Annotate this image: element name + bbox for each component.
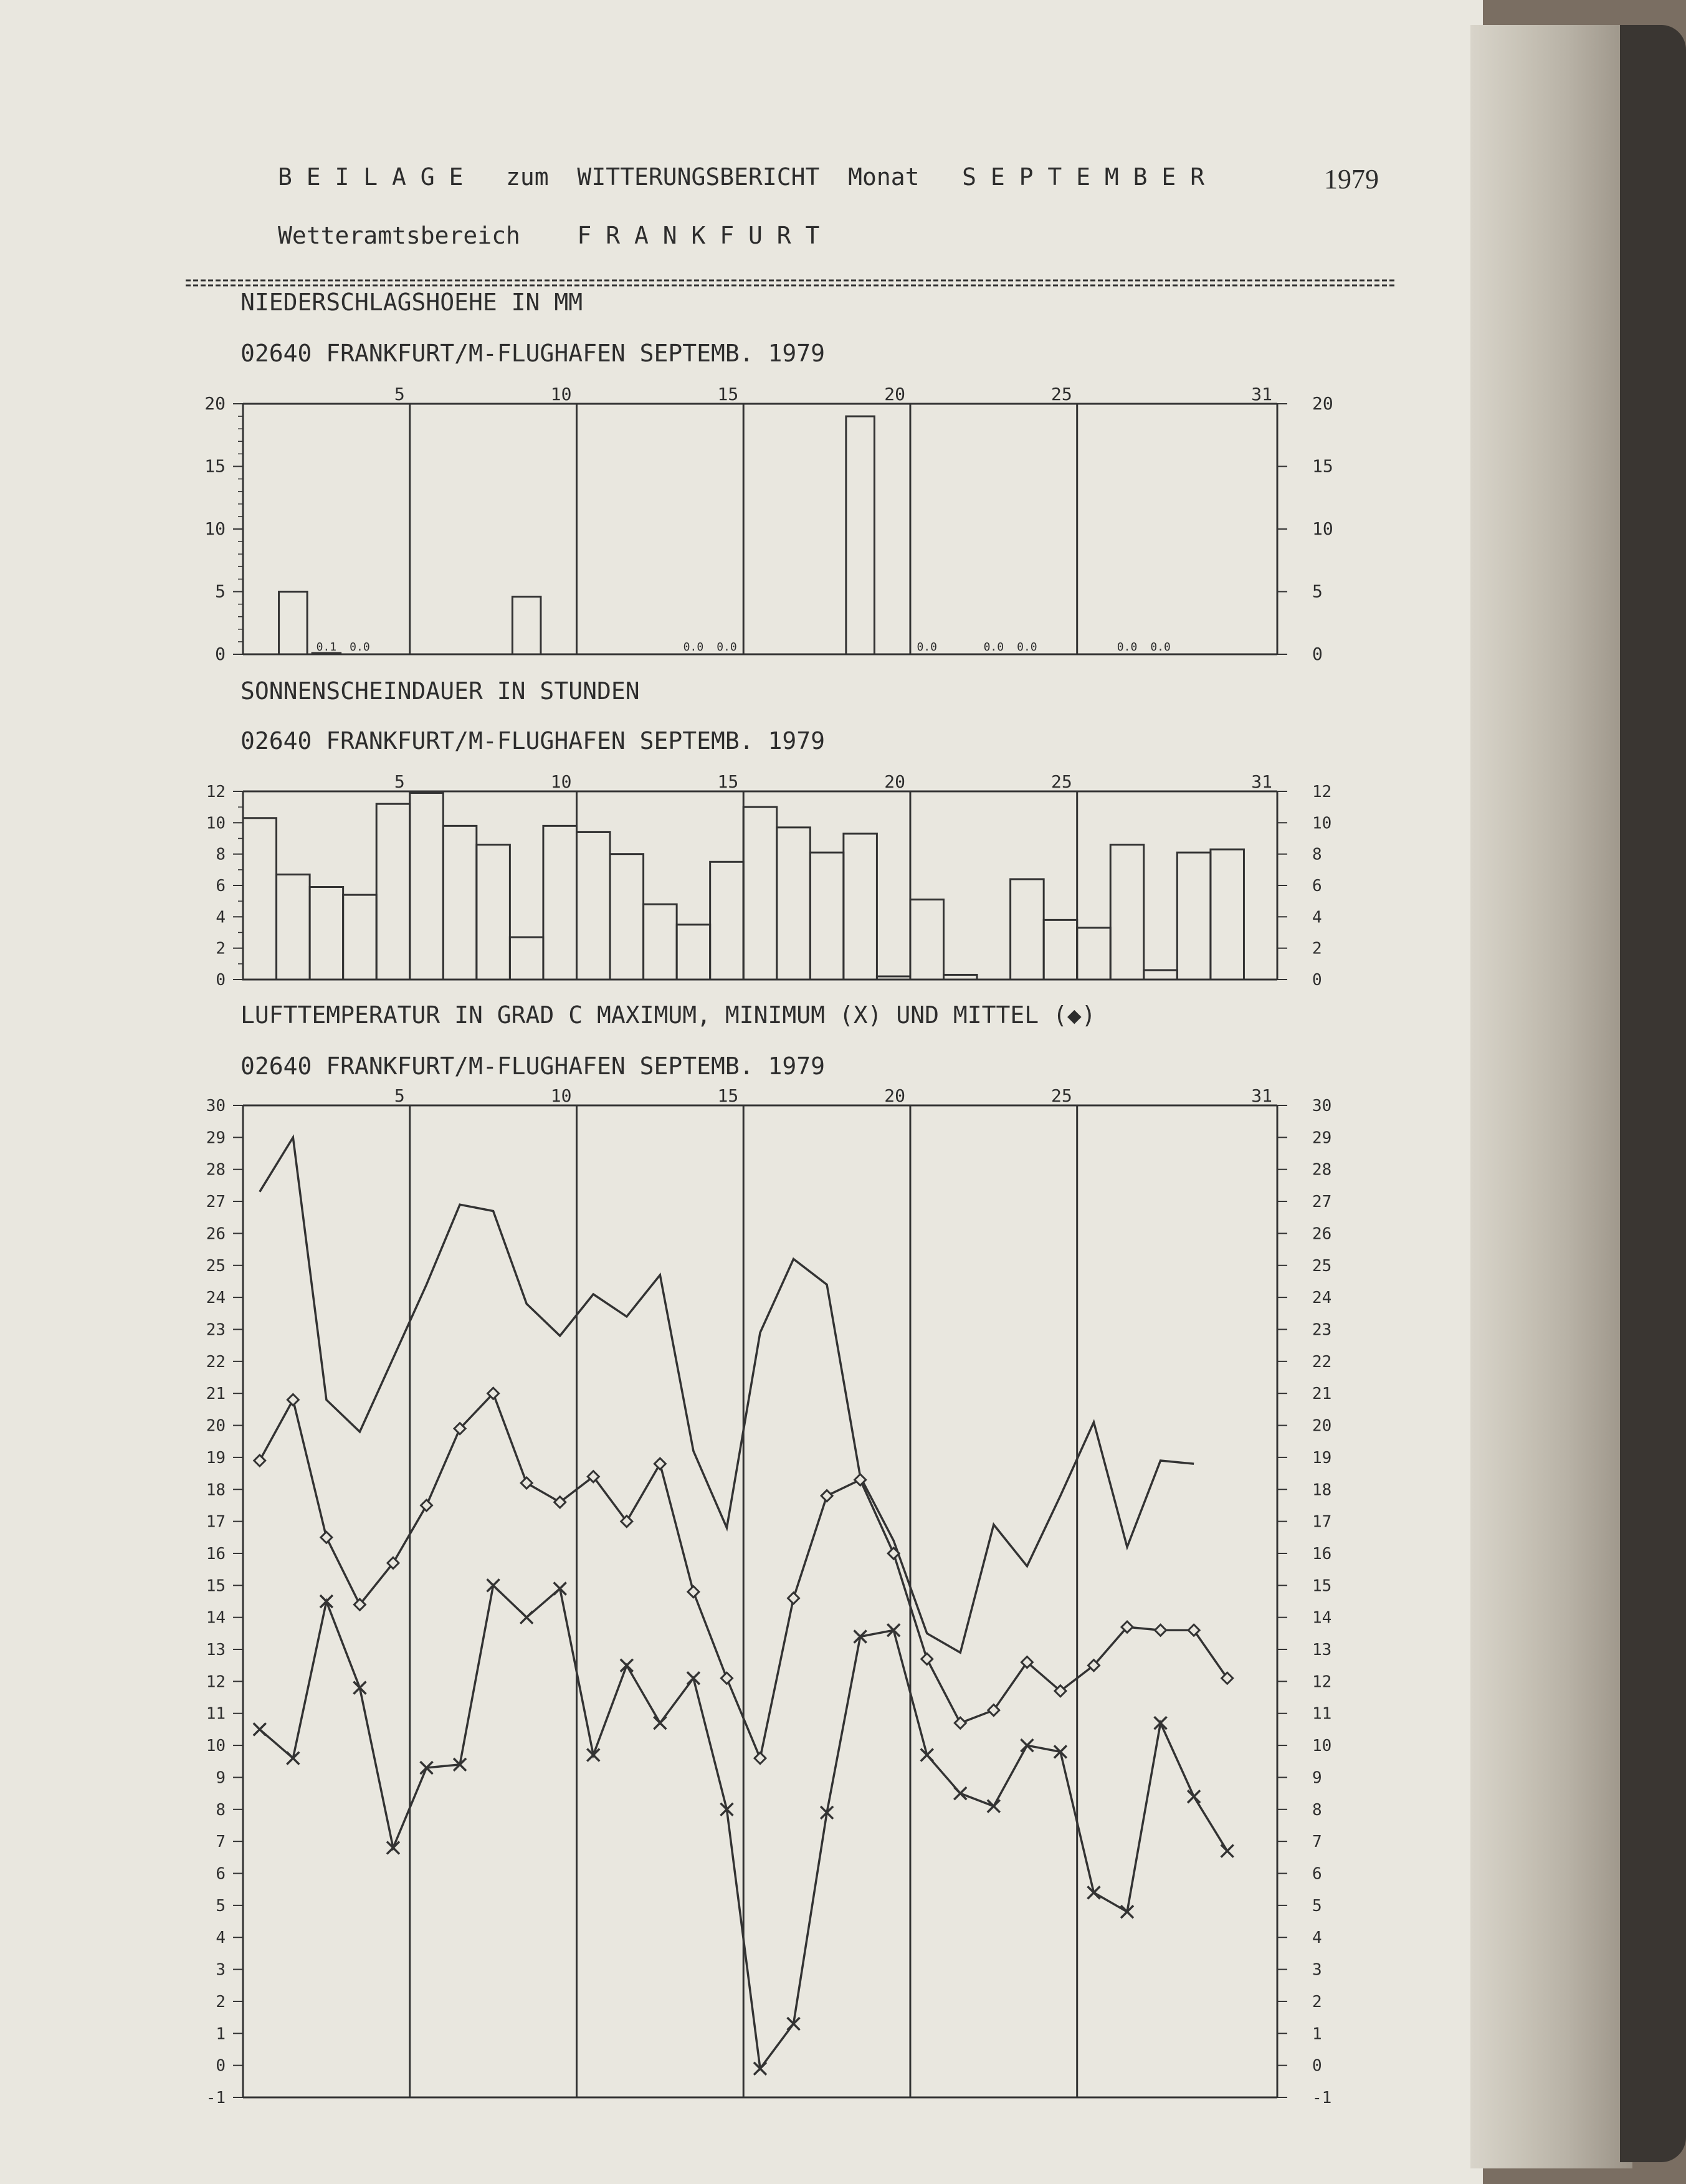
header-title: B E I L A G E zum WITTERUNGSBERICHT Monat S E P T E M B E R xyxy=(278,163,1205,191)
min-temperature-marker xyxy=(1221,1845,1234,1857)
y-tick-label-left: 15 xyxy=(206,1576,226,1596)
y-tick-label-left: 4 xyxy=(216,1929,226,1948)
y-tick-label-right: 17 xyxy=(1312,1512,1332,1532)
y-tick-label-right: 11 xyxy=(1312,1704,1332,1724)
day-marker-label: 15 xyxy=(717,384,739,404)
y-tick-label-right: 24 xyxy=(1312,1289,1332,1308)
day-marker-label: 31 xyxy=(1251,771,1272,792)
sunshine-bar xyxy=(477,845,510,980)
y-tick-label-right: 19 xyxy=(1312,1448,1332,1467)
min-temperature-marker xyxy=(654,1717,666,1729)
mean-temperature-marker xyxy=(254,1455,265,1466)
y-tick-label-left: 17 xyxy=(206,1512,226,1532)
y-tick-label-left: 12 xyxy=(206,1672,226,1692)
y-tick-label-right: 0 xyxy=(1312,971,1322,989)
y-tick-label-right: 30 xyxy=(1312,1097,1332,1115)
mean-temperature-marker xyxy=(287,1394,298,1405)
y-tick-label-left: 0 xyxy=(216,971,226,989)
precip-trace-label: 0.0 xyxy=(717,641,737,654)
y-tick-label-right: 12 xyxy=(1312,783,1332,801)
y-tick-label-right: 14 xyxy=(1312,1608,1332,1628)
sunshine-bar xyxy=(610,854,644,980)
chart-title: NIEDERSCHLAGSHOEHE IN MM xyxy=(241,288,583,316)
book-cover xyxy=(1620,25,1686,2162)
mean-temperature-marker xyxy=(321,1532,332,1543)
day-marker-label: 20 xyxy=(884,1085,905,1106)
mean-temperature-marker xyxy=(421,1500,432,1511)
y-tick-label-left: 19 xyxy=(206,1448,226,1467)
precip-trace-label: 0.0 xyxy=(1017,641,1037,654)
y-tick-label-right: 22 xyxy=(1312,1352,1332,1371)
y-tick-label-right: 18 xyxy=(1312,1481,1332,1500)
y-tick-label-right: 8 xyxy=(1312,845,1322,864)
y-tick-label-left: 4 xyxy=(216,908,226,927)
sunshine-bar xyxy=(710,862,744,980)
y-tick-label-left: 2 xyxy=(216,1992,226,2011)
sunshine-bar xyxy=(1144,970,1178,980)
chart-title: SONNENSCHEINDAUER IN STUNDEN xyxy=(241,677,640,705)
y-tick-label-left: 0 xyxy=(215,644,226,664)
y-tick-label-left: 12 xyxy=(206,783,226,801)
precip-trace-label: 0.0 xyxy=(1117,641,1138,654)
header-year: 1979 xyxy=(1324,164,1379,194)
y-tick-label-right: 9 xyxy=(1312,1768,1322,1788)
sunshine-bar xyxy=(1211,849,1244,980)
y-tick-label-right: 10 xyxy=(1312,814,1332,833)
day-marker-label: 31 xyxy=(1251,384,1272,404)
y-tick-label-left: 5 xyxy=(216,1896,226,1915)
day-marker-label: 20 xyxy=(884,771,905,792)
y-tick-label-right: 20 xyxy=(1312,393,1333,414)
day-marker-label: 15 xyxy=(717,1085,739,1106)
y-tick-label-right: 12 xyxy=(1312,1672,1332,1692)
mean-temperature-marker xyxy=(788,1593,799,1604)
y-tick-label-left: 2 xyxy=(216,939,226,958)
day-marker-label: 25 xyxy=(1050,1085,1072,1106)
y-tick-label-left: 16 xyxy=(206,1544,226,1563)
sunshine-bar xyxy=(777,827,811,980)
y-tick-label-right: 4 xyxy=(1312,1929,1322,1948)
sunshine-bar xyxy=(844,834,877,980)
mean-temperature-marker xyxy=(821,1490,832,1502)
sunshine-bar xyxy=(310,887,343,980)
y-tick-label-right: 6 xyxy=(1312,877,1322,895)
y-tick-label-left: 20 xyxy=(204,393,226,414)
chart-title: LUFTTEMPERATUR IN GRAD C MAXIMUM, MINIMUM (X) UND MITTEL (◆) xyxy=(241,1001,1096,1029)
y-tick-label-right: 4 xyxy=(1312,908,1322,927)
y-tick-label-right: 28 xyxy=(1312,1160,1332,1180)
y-tick-label-left: 6 xyxy=(216,1864,226,1884)
y-tick-label-right: 1 xyxy=(1312,2024,1322,2044)
precip-trace-label: 0.0 xyxy=(917,641,937,654)
y-tick-label-right: 0 xyxy=(1312,2056,1322,2076)
sunshine-bar xyxy=(1011,879,1044,980)
header-region: Wetteramtsbereich F R A N K F U R T xyxy=(278,222,820,249)
y-tick-label-right: 2 xyxy=(1312,939,1322,958)
y-tick-label-right: 7 xyxy=(1312,1833,1322,1852)
y-tick-label-right: 3 xyxy=(1312,1960,1322,1980)
y-tick-label-right: 20 xyxy=(1312,1416,1332,1436)
y-tick-label-left: 20 xyxy=(206,1416,226,1436)
y-tick-label-left: 5 xyxy=(215,581,226,602)
day-marker-label: 25 xyxy=(1050,384,1072,404)
y-tick-label-left: 3 xyxy=(216,1960,226,1980)
y-tick-label-right: 0 xyxy=(1312,644,1323,664)
y-tick-label-right: 13 xyxy=(1312,1641,1332,1660)
y-tick-label-left: 14 xyxy=(206,1608,226,1628)
mean-temperature-marker xyxy=(654,1458,665,1469)
sunshine-bar xyxy=(1177,852,1211,980)
min-temperature-marker xyxy=(621,1659,633,1672)
y-tick-label-right: 16 xyxy=(1312,1544,1332,1563)
double-rule xyxy=(186,280,1396,285)
mean-temperature-marker xyxy=(955,1717,966,1729)
y-tick-label-right: 5 xyxy=(1312,581,1323,602)
precip-trace-label: 0.0 xyxy=(983,641,1004,654)
chart-subtitle: 02640 FRANKFURT/M-FLUGHAFEN SEPTEMB. 1979 xyxy=(241,1052,825,1080)
sunshine-bar xyxy=(1044,920,1077,980)
chart-subtitle: 02640 FRANKFURT/M-FLUGHAFEN SEPTEMB. 1979 xyxy=(241,340,825,367)
mean-temperature-marker xyxy=(922,1653,933,1664)
y-tick-label-right: 26 xyxy=(1312,1224,1332,1244)
y-tick-label-left: 22 xyxy=(206,1352,226,1371)
y-tick-label-left: 18 xyxy=(206,1481,226,1500)
day-marker-label: 31 xyxy=(1251,1085,1272,1106)
day-marker-label: 25 xyxy=(1050,771,1072,792)
sunshine-bar xyxy=(510,937,543,980)
precip-trace-label: 0.1 xyxy=(316,641,337,654)
min-temperature-marker xyxy=(1188,1790,1200,1803)
sunshine-bar xyxy=(644,904,677,980)
mean-temperature-marker xyxy=(755,1753,766,1764)
y-tick-label-left: 7 xyxy=(216,1833,226,1852)
y-tick-label-left: 10 xyxy=(204,518,226,539)
chart-subtitle: 02640 FRANKFURT/M-FLUGHAFEN SEPTEMB. 1979 xyxy=(241,727,825,755)
sunshine-bar xyxy=(810,852,844,980)
mean-temperature-marker xyxy=(688,1586,699,1598)
y-tick-label-right: 25 xyxy=(1312,1256,1332,1276)
y-tick-label-right: 15 xyxy=(1312,455,1333,477)
y-tick-label-right: 8 xyxy=(1312,1800,1322,1819)
day-marker-label: 10 xyxy=(550,1085,572,1106)
y-tick-label-left: 0 xyxy=(216,2056,226,2076)
y-tick-label-left: 10 xyxy=(206,1737,226,1756)
sunshine-bar xyxy=(343,895,377,980)
y-tick-label-right: 21 xyxy=(1312,1385,1332,1404)
y-tick-label-left: 24 xyxy=(206,1289,226,1308)
min-temperature-marker xyxy=(954,1787,966,1800)
y-tick-label-left: 1 xyxy=(216,2024,226,2044)
sunshine-bar xyxy=(910,900,944,980)
sunshine-bar xyxy=(277,874,310,980)
sunshine-bar xyxy=(1110,845,1144,980)
sunshine-bar xyxy=(743,807,777,980)
mean-temperature-marker xyxy=(521,1477,532,1489)
y-tick-label-left: 11 xyxy=(206,1704,226,1724)
precip-bar xyxy=(846,416,875,654)
min-temperature-marker xyxy=(988,1800,1000,1813)
y-tick-label-left: 13 xyxy=(206,1641,226,1660)
y-tick-label-left: 8 xyxy=(216,1800,226,1819)
sunshine-bar xyxy=(944,975,978,980)
y-tick-label-right: 2 xyxy=(1312,1992,1322,2011)
temperature-chart xyxy=(206,1001,1332,2107)
precip-trace-label: 0.0 xyxy=(350,641,370,654)
day-marker-label: 5 xyxy=(394,771,405,792)
y-tick-label-left: 8 xyxy=(216,845,226,864)
min-temperature-marker xyxy=(921,1749,933,1762)
sunshine-chart xyxy=(206,677,1332,989)
y-tick-label-left: 15 xyxy=(204,455,226,477)
y-tick-label-right: -1 xyxy=(1312,2089,1332,2107)
sunshine-bar xyxy=(443,826,477,980)
day-marker-label: 10 xyxy=(550,384,572,404)
y-tick-label-right: 29 xyxy=(1312,1128,1332,1148)
min-temperature-marker xyxy=(520,1611,533,1624)
sunshine-bar xyxy=(576,832,610,980)
min-temperature-marker xyxy=(254,1723,266,1735)
sunshine-bar xyxy=(243,818,277,980)
y-tick-label-left: 21 xyxy=(206,1385,226,1404)
y-tick-label-right: 6 xyxy=(1312,1864,1322,1884)
day-marker-label: 10 xyxy=(550,771,572,792)
y-tick-label-left: 6 xyxy=(216,877,226,895)
day-marker-label: 5 xyxy=(394,384,405,404)
mean-temperature-marker xyxy=(721,1672,732,1684)
precip-bar xyxy=(279,592,308,655)
day-marker-label: 5 xyxy=(394,1085,405,1106)
day-marker-label: 20 xyxy=(884,384,905,404)
sunshine-bar xyxy=(1077,928,1111,980)
precip-bar xyxy=(512,597,541,654)
y-tick-label-left: 10 xyxy=(206,814,226,833)
y-tick-label-right: 23 xyxy=(1312,1320,1332,1340)
sunshine-bar xyxy=(677,925,710,980)
y-tick-label-right: 5 xyxy=(1312,1896,1322,1915)
y-tick-label-left: 26 xyxy=(206,1224,226,1244)
y-tick-label-right: 15 xyxy=(1312,1576,1332,1596)
y-tick-label-left: 23 xyxy=(206,1320,226,1340)
y-tick-label-left: 28 xyxy=(206,1160,226,1180)
mean-temperature-marker xyxy=(1155,1624,1166,1636)
y-tick-label-right: 27 xyxy=(1312,1193,1332,1212)
y-tick-label-right: 10 xyxy=(1312,1737,1332,1756)
day-marker-label: 15 xyxy=(717,771,739,792)
y-tick-label-right: 10 xyxy=(1312,518,1333,539)
y-tick-label-left: 27 xyxy=(206,1193,226,1212)
sunshine-bar xyxy=(376,804,410,980)
page-stack-edge xyxy=(1470,25,1632,2168)
y-tick-label-left: 30 xyxy=(206,1097,226,1115)
precipitation-chart xyxy=(204,288,1333,664)
precip-trace-label: 0.0 xyxy=(1150,641,1171,654)
y-tick-label-left: 29 xyxy=(206,1128,226,1148)
sunshine-bar xyxy=(877,976,910,980)
y-tick-label-left: 25 xyxy=(206,1256,226,1276)
sunshine-bar xyxy=(410,793,444,980)
y-tick-label-left: -1 xyxy=(206,2089,226,2107)
max-temperature-line xyxy=(260,1137,1194,1652)
y-tick-label-left: 9 xyxy=(216,1768,226,1788)
precip-trace-label: 0.0 xyxy=(683,641,704,654)
sunshine-bar xyxy=(543,826,577,980)
